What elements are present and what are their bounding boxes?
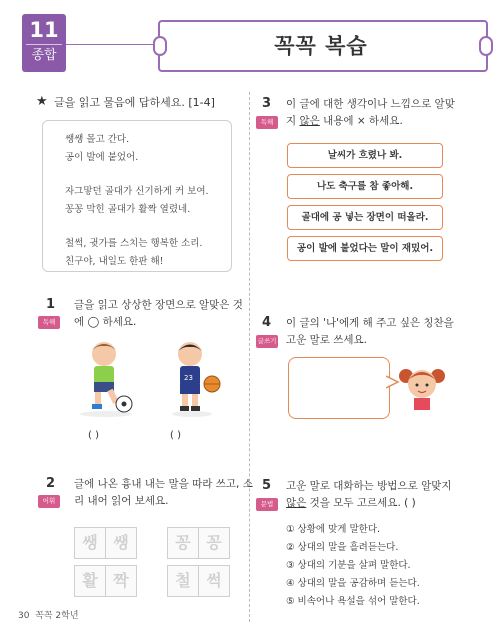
writing-cell[interactable] — [198, 565, 230, 597]
star-icon: ★ — [36, 94, 48, 109]
badge-divider — [26, 44, 62, 45]
choice-button[interactable]: 나도 축구를 참 좋아해. — [287, 174, 443, 199]
question-4-number: 4 — [262, 315, 272, 330]
question-5-tag: 문법 — [256, 498, 278, 511]
q5-text-b: 것을 모두 고르세요. ( ) — [306, 497, 416, 509]
question-4-text-1: 이 글의 '나'에게 해 주고 싶은 칭찬을 — [286, 317, 454, 329]
girl-illustration — [398, 362, 446, 410]
answer-speech-bubble[interactable] — [288, 357, 390, 419]
writing-cell[interactable] — [74, 527, 106, 559]
question-1-number: 1 — [46, 297, 56, 312]
q3-text-b: 내용에 × 하세요. — [319, 115, 403, 127]
column-divider — [249, 92, 250, 622]
option-item[interactable]: ① 상황에 맞게 말한다. — [286, 524, 381, 535]
trace-char: 쌩 — [82, 533, 98, 552]
trace-char: 썩 — [206, 571, 222, 590]
poem-box — [42, 120, 232, 272]
q5-text-underline: 않은 — [286, 497, 307, 509]
question-5-text-1: 고운 말로 대화하는 방법으로 알맞지 — [286, 480, 452, 492]
option-item[interactable]: ④ 상대의 말을 공감하며 듣는다. — [286, 578, 420, 589]
poem-line: 자그맣던 골대가 신기하게 커 보여. — [65, 186, 209, 197]
option-item[interactable]: ⑤ 비속어나 욕설을 섞어 말한다. — [286, 596, 420, 607]
page-footer — [18, 608, 79, 621]
question-1-text-1: 글을 읽고 상상한 장면으로 알맞은 것 — [74, 299, 243, 311]
soccer-boy-illustration[interactable] — [76, 338, 146, 418]
question-2-text-1: 글에 나온 흉내 내는 말을 따라 쓰고, 소 — [74, 478, 253, 490]
question-2-text-2: 리 내어 읽어 보세요. — [74, 495, 169, 507]
question-3-tag: 독해 — [256, 116, 278, 129]
option-item[interactable]: ③ 상대의 기분을 살펴 말한다. — [286, 560, 411, 571]
question-3-text-1: 이 글에 대한 생각이나 느낌으로 알맞 — [286, 98, 455, 110]
trace-char: 꽁 — [206, 533, 222, 552]
trace-char: 쌩 — [113, 533, 129, 552]
question-1-tag: 독해 — [38, 316, 60, 329]
question-2-number: 2 — [46, 476, 56, 491]
question-1-text-2: 에 ◯ 하세요. — [74, 316, 137, 328]
choice-button[interactable]: 골대에 공 넣는 장면이 떠올라. — [287, 205, 443, 230]
poem-line: 친구야, 내일도 한판 해! — [65, 256, 164, 267]
poem-line: 철썩, 귓가를 스치는 행복한 소리. — [65, 238, 203, 249]
choice-button[interactable]: 날씨가 흐렸나 봐. — [287, 143, 443, 168]
trace-char: 철 — [175, 571, 191, 590]
option-item[interactable]: ② 상대의 말을 흘려듣는다. — [286, 542, 399, 553]
writing-cell[interactable] — [198, 527, 230, 559]
poem-line: 쌩쌩 몰고 간다. — [65, 134, 130, 145]
poem-line: 공이 발에 붙었어. — [65, 152, 139, 163]
jersey-number: 23 — [184, 374, 193, 382]
question-3-number: 3 — [262, 96, 272, 111]
question-2-tag: 어휘 — [38, 495, 60, 508]
choice-button[interactable]: 공이 발에 붙었다는 말이 재밌어. — [287, 236, 443, 261]
poem-line: 꽁꽁 막힌 골대가 활짝 열렸네. — [65, 204, 191, 215]
writing-cell[interactable] — [74, 565, 106, 597]
trace-char: 활 — [82, 571, 98, 590]
basketball-boy-illustration[interactable] — [168, 338, 228, 418]
question-5-text-2 — [286, 495, 416, 512]
lesson-badge — [22, 14, 66, 72]
question-4-tag: 글쓰기 — [256, 335, 278, 348]
instruction-text: 글을 읽고 물음에 답하세요. [1-4] — [54, 96, 215, 109]
trace-char: 꽁 — [175, 533, 191, 552]
writing-cell[interactable] — [105, 527, 137, 559]
q3-text-underline: 않은 — [299, 115, 320, 127]
answer-paren-2[interactable]: ( ) — [170, 430, 181, 441]
page-number: 30 — [18, 611, 30, 621]
book-name: 꼭꼭 2학년 — [35, 611, 79, 621]
writing-cell[interactable] — [167, 565, 199, 597]
writing-cell[interactable] — [105, 565, 137, 597]
title-connector-line — [66, 44, 158, 45]
q3-text-a: 지 — [286, 115, 300, 127]
trace-char: 짝 — [113, 571, 129, 590]
question-3-text-2 — [286, 113, 403, 130]
lesson-number: 11 — [29, 18, 59, 42]
question-5-number: 5 — [262, 478, 272, 493]
page-title: 꼭꼭 복습 — [274, 34, 368, 58]
writing-cell[interactable] — [167, 527, 199, 559]
question-4-text-2: 고운 말로 쓰세요. — [286, 334, 368, 346]
answer-paren-1[interactable]: ( ) — [88, 430, 99, 441]
lesson-tag: 종합 — [22, 48, 66, 64]
